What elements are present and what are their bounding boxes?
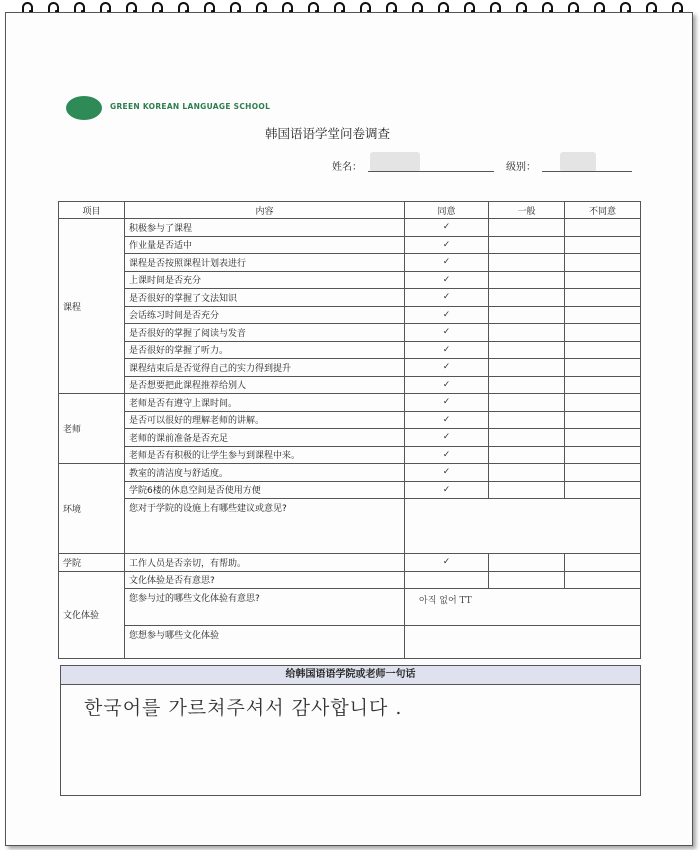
- table-row: [59, 341, 641, 359]
- check-mark-icon: ✓: [405, 219, 489, 237]
- check-mark-icon: ✓: [405, 429, 489, 447]
- column-header: 同意: [405, 202, 489, 219]
- question-cell: 教室的清洁度与舒适度。: [125, 464, 405, 482]
- check-mark-icon: ✓: [405, 324, 489, 342]
- open-question-cell: 您参与过的哪些文化体验有意思?: [125, 589, 405, 626]
- open-question-cell: 您对于学院的设施上有哪些建议或意见?: [125, 499, 405, 554]
- table-row: [59, 236, 641, 254]
- category-cell: 课程: [59, 219, 125, 394]
- handwritten-message: 한국어를 가르쳐주셔서 감사합니다 .: [84, 697, 403, 719]
- message-banner: 给韩国语语学院或老师一句话: [60, 665, 641, 685]
- category-cell: 老师: [59, 394, 125, 464]
- school-name: GREEN KOREAN LANGUAGE SCHOOL: [110, 102, 271, 111]
- table-row: [59, 254, 641, 272]
- level-value-redacted: [560, 152, 596, 172]
- table-row: [59, 589, 641, 626]
- name-label: 姓名：: [332, 162, 362, 173]
- column-header: 内容: [125, 202, 405, 219]
- table-row: [59, 571, 641, 589]
- question-cell: 上课时间是否充分: [125, 271, 405, 289]
- check-mark-icon: ✓: [405, 446, 489, 464]
- school-logo-icon: [66, 96, 102, 120]
- question-cell: 老师的课前准备是否充足: [125, 429, 405, 447]
- check-mark-icon: ✓: [405, 289, 489, 307]
- table-row: [59, 289, 641, 307]
- table-row: [59, 464, 641, 482]
- category-cell: 学院: [59, 554, 125, 572]
- table-row: [59, 429, 641, 447]
- check-mark-icon: ✓: [405, 411, 489, 429]
- question-cell: 是否可以很好的理解老师的讲解。: [125, 411, 405, 429]
- question-cell: 作业量是否适中: [125, 236, 405, 254]
- question-cell: 课程是否按照课程计划表进行: [125, 254, 405, 272]
- handwritten-answer: 아직 없어 TT: [405, 589, 641, 626]
- question-cell: 会话练习时间是否充分: [125, 306, 405, 324]
- check-mark-icon: ✓: [405, 464, 489, 482]
- question-cell: 课程结束后是否觉得自己的实力得到提升: [125, 359, 405, 377]
- table-row: [59, 411, 641, 429]
- check-mark-icon: ✓: [405, 254, 489, 272]
- check-mark-icon: ✓: [405, 359, 489, 377]
- check-mark-icon: ✓: [405, 376, 489, 394]
- table-row: [59, 626, 641, 659]
- open-question-cell: 您想参与哪些文化体验: [125, 626, 405, 659]
- name-value-redacted: [370, 152, 420, 172]
- check-mark-icon: ✓: [405, 236, 489, 254]
- question-cell: 工作人员是否亲切，有帮助。: [125, 554, 405, 572]
- table-row: [59, 394, 641, 412]
- table-row: [59, 554, 641, 572]
- name-underline: [368, 171, 494, 172]
- table-row: [59, 271, 641, 289]
- question-cell: 学院6楼的休息空间是否使用方便: [125, 481, 405, 499]
- table-row: [59, 219, 641, 237]
- check-mark-icon: ✓: [405, 306, 489, 324]
- table-row: [59, 481, 641, 499]
- answer-cell: [405, 626, 641, 659]
- answer-cell: [405, 499, 641, 554]
- level-label: 级别：: [506, 162, 536, 173]
- check-mark-icon: ✓: [405, 271, 489, 289]
- empty-mark-cell: [405, 571, 489, 589]
- column-header: 不同意: [565, 202, 641, 219]
- level-underline: [542, 171, 632, 172]
- category-cell: 环境: [59, 464, 125, 554]
- survey-table: [58, 201, 641, 659]
- table-row: [59, 446, 641, 464]
- check-mark-icon: ✓: [405, 341, 489, 359]
- category-cell: 文化体验: [59, 571, 125, 659]
- page-title: 韩国语语学堂问卷调查: [265, 126, 391, 141]
- table-header-row: [59, 202, 641, 219]
- question-cell: 是否很好的掌握了文法知识: [125, 289, 405, 307]
- question-cell: 是否想要把此课程推荐给别人: [125, 376, 405, 394]
- question-cell: 是否很好的掌握了听力。: [125, 341, 405, 359]
- table-row: [59, 376, 641, 394]
- question-cell: 是否很好的掌握了阅读与发音: [125, 324, 405, 342]
- check-mark-icon: ✓: [405, 554, 489, 572]
- table-row: [59, 359, 641, 377]
- table-row: [59, 499, 641, 554]
- question-cell: 老师是否有积极的让学生参与到课程中来。: [125, 446, 405, 464]
- table-row: [59, 306, 641, 324]
- column-header: 项目: [59, 202, 125, 219]
- check-mark-icon: ✓: [405, 481, 489, 499]
- check-mark-icon: ✓: [405, 394, 489, 412]
- question-cell: 老师是否有遵守上课时间。: [125, 394, 405, 412]
- question-cell: 文化体验是否有意思?: [125, 571, 405, 589]
- column-header: 一般: [489, 202, 565, 219]
- question-cell: 积极参与了课程: [125, 219, 405, 237]
- table-row: [59, 324, 641, 342]
